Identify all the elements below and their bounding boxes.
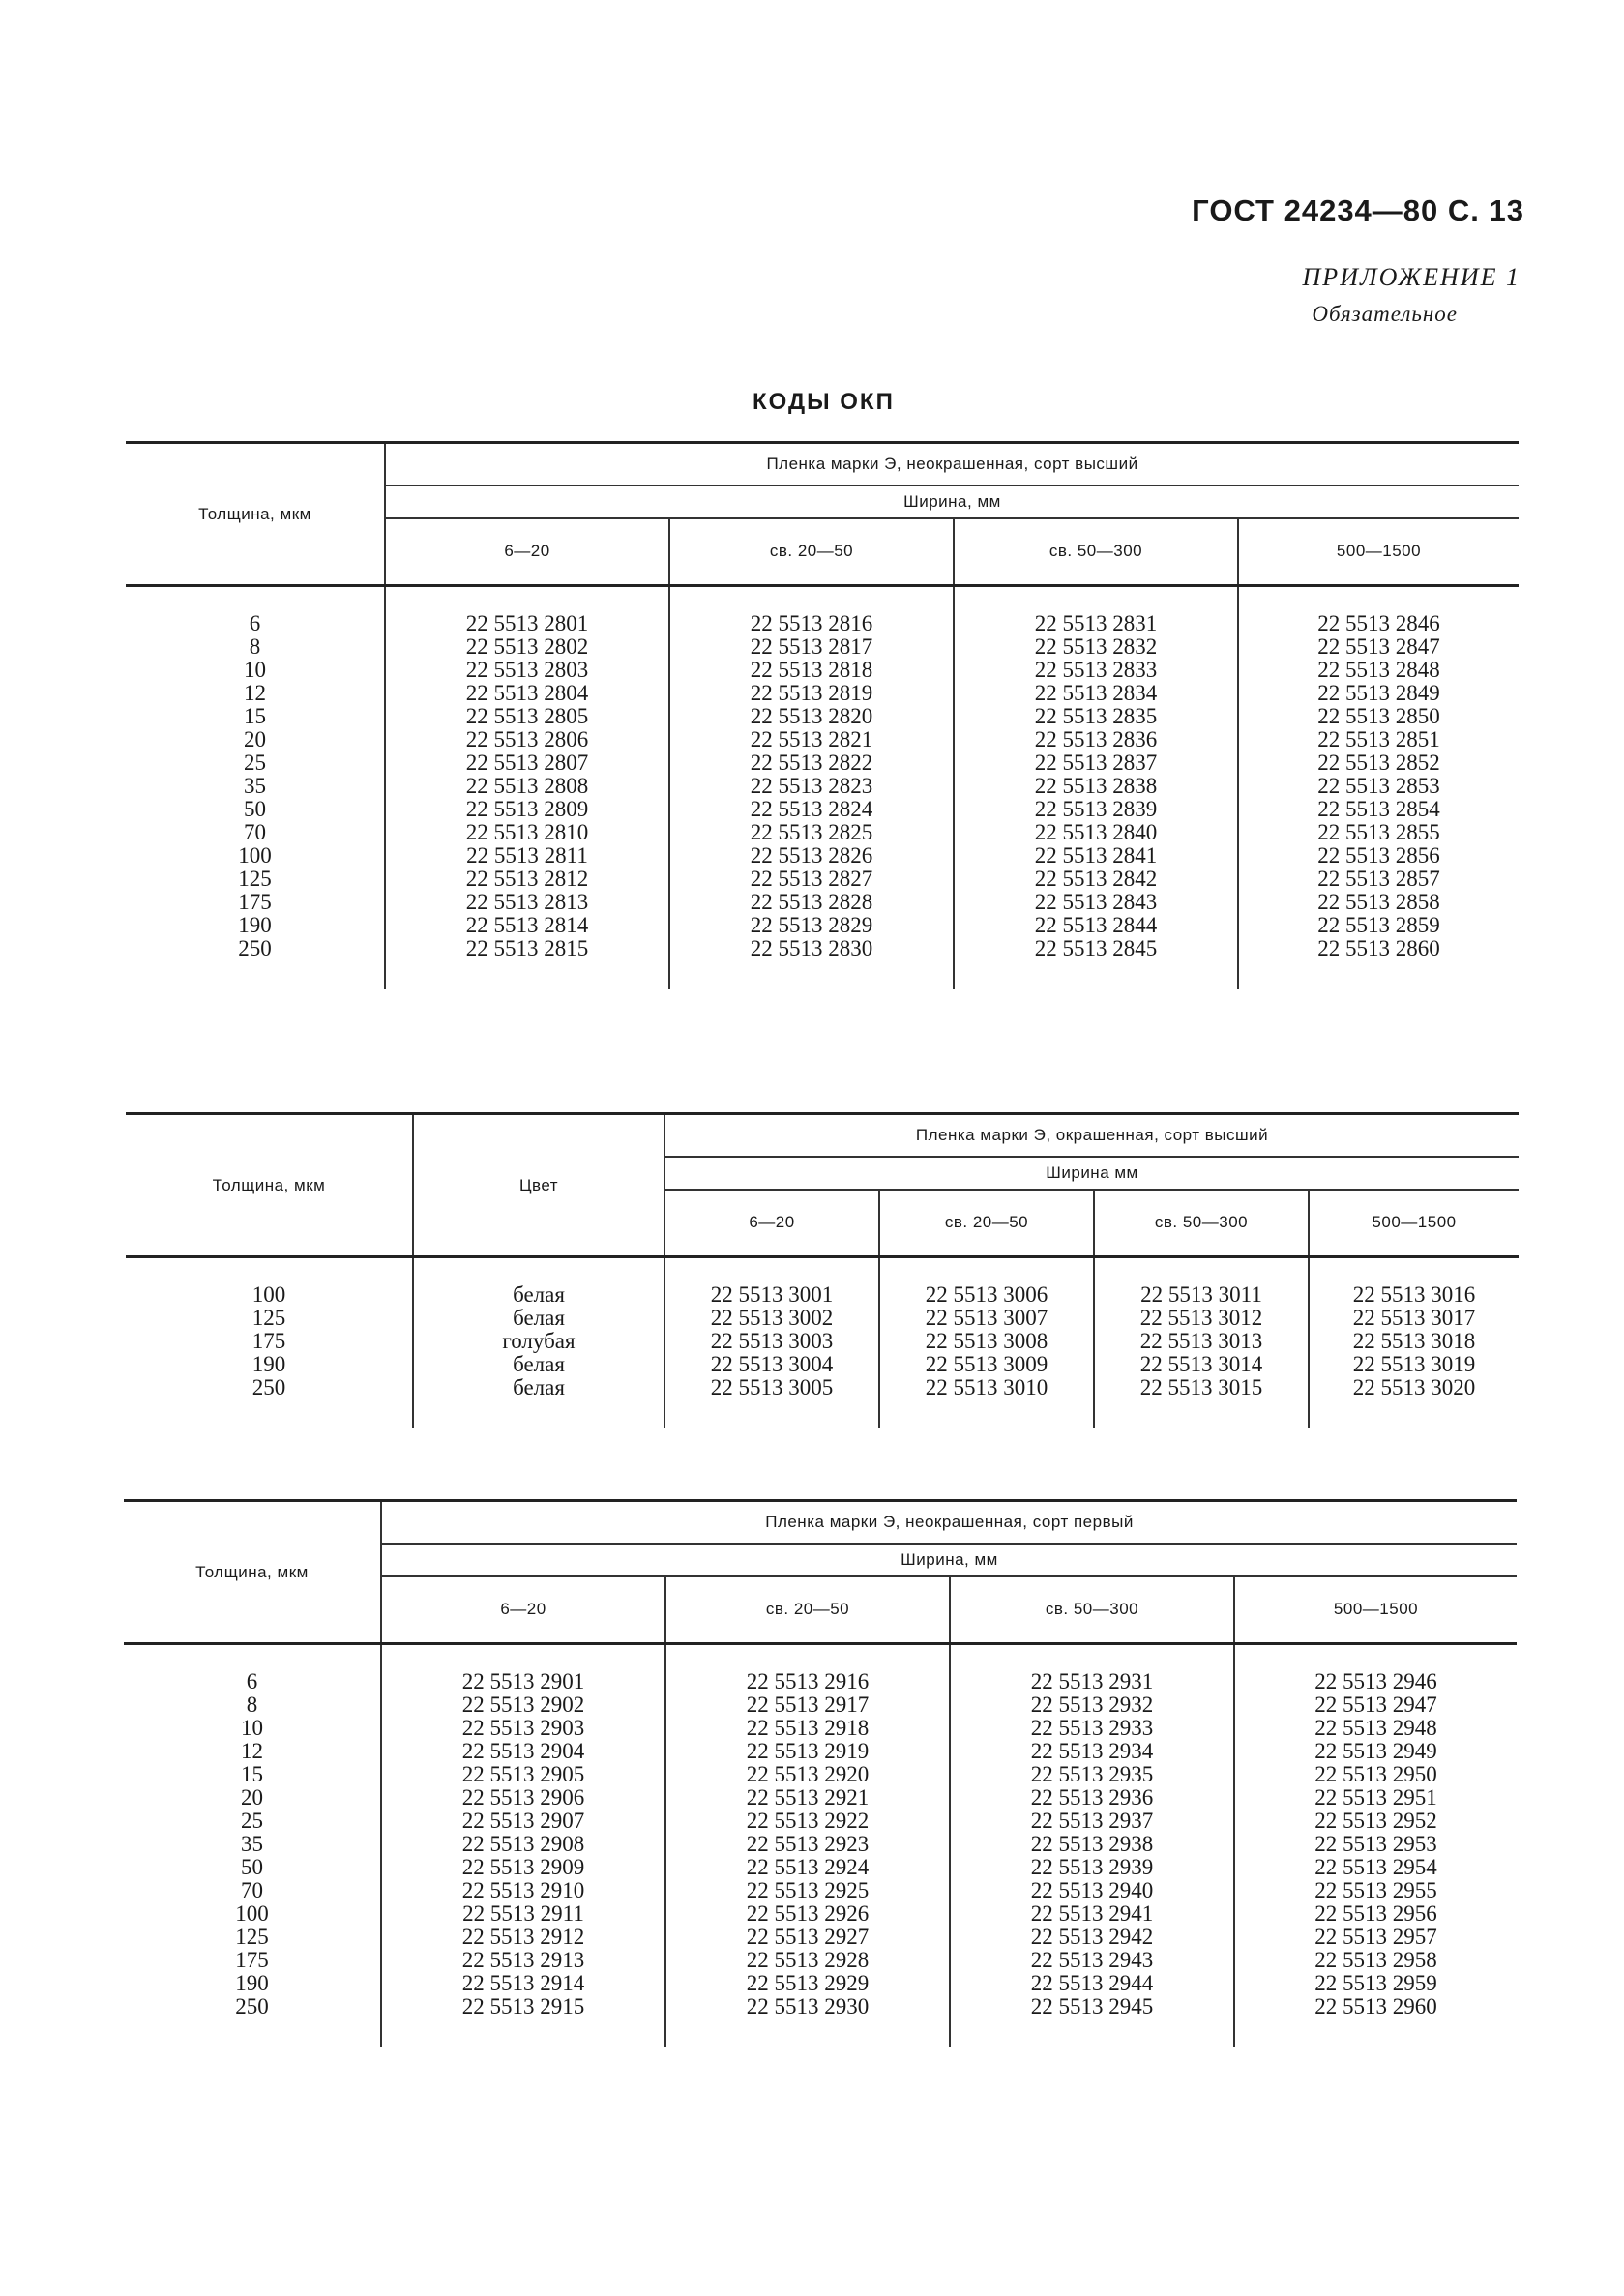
code-column: 22 5513 3011 22 5513 3012 22 5513 3013 22 5513 3014 22 5513 3015: [1094, 1257, 1309, 1429]
thickness-values: 6 8 10 12 15 20 25 35 50 70 100 125 175 190 250: [238, 611, 272, 960]
width-category: 6—20: [385, 518, 669, 586]
document-title: КОДЫ ОКП: [753, 389, 895, 415]
color-header: Цвет: [413, 1114, 664, 1257]
width-category: св. 50—300: [954, 518, 1238, 586]
thickness-values: 100 125 175 190 250: [251, 1282, 286, 1399]
code-column: 22 5513 2931 22 5513 2932 22 5513 2933 22 5513 2934 22 5513 2935 22 5513 2936 22 5513 2937 22 5513 2938 22 5513 2939 22 5513 2940 22 5513 2941 22 5513 2942 22 5513 2943 22 5513 2944 22 5513 2945: [950, 1644, 1234, 2048]
width-category: 500—1500: [1238, 518, 1519, 586]
width-category: 6—20: [664, 1190, 879, 1257]
appendix-status: Обязательное: [1312, 302, 1458, 326]
code-column: 22 5513 3016 22 5513 3017 22 5513 3018 22 5513 3019 22 5513 3020: [1309, 1257, 1519, 1429]
width-header: Ширина, мм: [381, 1544, 1517, 1576]
group-header: Пленка марки Э, неокрашенная, сорт высший: [385, 443, 1519, 486]
code-column: 22 5513 2916 22 5513 2917 22 5513 2918 22 5513 2919 22 5513 2920 22 5513 2921 22 5513 2922 22 5513 2923 22 5513 2924 22 5513 2925 22 5513 2926 22 5513 2927 22 5513 2928 22 5513 2929 22 5513 2930: [665, 1644, 950, 2048]
appendix-label: ПРИЛОЖЕНИЕ 1: [1302, 263, 1521, 291]
width-category: св. 50—300: [950, 1576, 1234, 1644]
code-column: 22 5513 2801 22 5513 2802 22 5513 2803 22 5513 2804 22 5513 2805 22 5513 2806 22 5513 2807 22 5513 2808 22 5513 2809 22 5513 2810 22 5513 2811 22 5513 2812 22 5513 2813 22 5513 2814 22 5513 2815: [385, 586, 669, 990]
width-header: Ширина, мм: [385, 486, 1519, 518]
width-category: св. 20—50: [665, 1576, 950, 1644]
width-category: 500—1500: [1234, 1576, 1517, 1644]
code-column: 22 5513 2831 22 5513 2832 22 5513 2833 22 5513 2834 22 5513 2835 22 5513 2836 22 5513 2837 22 5513 2838 22 5513 2839 22 5513 2840 22 5513 2841 22 5513 2842 22 5513 2843 22 5513 2844 22 5513 2845: [954, 586, 1238, 990]
width-header: Ширина мм: [664, 1157, 1519, 1190]
thickness-header: Толщина, мкм: [124, 1501, 381, 1644]
okp-table-uncolored-first: [124, 1499, 1517, 2047]
thickness-values: 6 8 10 12 15 20 25 35 50 70 100 125 175 190 250: [235, 1669, 269, 2018]
thickness-header: Толщина, мкм: [126, 1114, 413, 1257]
width-category: св. 20—50: [879, 1190, 1094, 1257]
okp-table-colored-premium: [126, 1112, 1519, 1428]
okp-table-uncolored-premium: [126, 441, 1519, 989]
width-category: 500—1500: [1309, 1190, 1519, 1257]
code-column: 22 5513 2901 22 5513 2902 22 5513 2903 22 5513 2904 22 5513 2905 22 5513 2906 22 5513 2907 22 5513 2908 22 5513 2909 22 5513 2910 22 5513 2911 22 5513 2912 22 5513 2913 22 5513 2914 22 5513 2915: [381, 1644, 665, 2048]
color-values: белая белая голубая белая белая: [413, 1257, 664, 1429]
code-column: 22 5513 3001 22 5513 3002 22 5513 3003 22 5513 3004 22 5513 3005: [664, 1257, 879, 1429]
standard-number: ГОСТ 24234—80 С. 13: [1192, 193, 1524, 227]
code-column: 22 5513 2816 22 5513 2817 22 5513 2818 22 5513 2819 22 5513 2820 22 5513 2821 22 5513 2822 22 5513 2823 22 5513 2824 22 5513 2825 22 5513 2826 22 5513 2827 22 5513 2828 22 5513 2829 22 5513 2830: [669, 586, 954, 990]
width-category: 6—20: [381, 1576, 665, 1644]
code-column: 22 5513 3006 22 5513 3007 22 5513 3008 22 5513 3009 22 5513 3010: [879, 1257, 1094, 1429]
group-header: Пленка марки Э, неокрашенная, сорт первый: [381, 1501, 1517, 1544]
width-category: св. 20—50: [669, 518, 954, 586]
group-header: Пленка марки Э, окрашенная, сорт высший: [664, 1114, 1519, 1157]
code-column: 22 5513 2946 22 5513 2947 22 5513 2948 22 5513 2949 22 5513 2950 22 5513 2951 22 5513 2952 22 5513 2953 22 5513 2954 22 5513 2955 22 5513 2956 22 5513 2957 22 5513 2958 22 5513 2959 22 5513 2960: [1234, 1644, 1517, 2048]
width-category: св. 50—300: [1094, 1190, 1309, 1257]
thickness-header: Толщина, мкм: [126, 443, 385, 586]
code-column: 22 5513 2846 22 5513 2847 22 5513 2848 22 5513 2849 22 5513 2850 22 5513 2851 22 5513 2852 22 5513 2853 22 5513 2854 22 5513 2855 22 5513 2856 22 5513 2857 22 5513 2858 22 5513 2859 22 5513 2860: [1238, 586, 1519, 990]
